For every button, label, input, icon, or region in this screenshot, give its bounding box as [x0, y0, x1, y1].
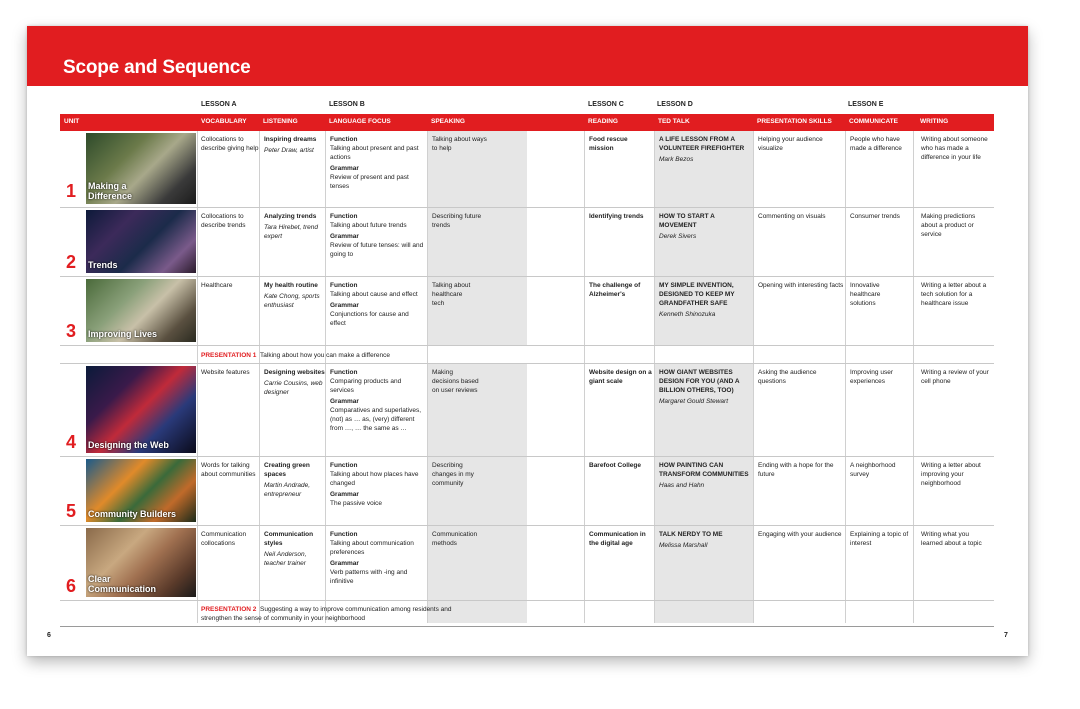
presentation-skills-cell: Helping your audience visualize: [758, 136, 823, 152]
function-text: Talking about communication preferences: [330, 540, 414, 556]
function-text: Talking about future trends: [330, 222, 407, 229]
listening-cell: [264, 368, 326, 397]
function-text: Comparing products and services: [330, 378, 402, 394]
reading-cell: Food rescue mission: [589, 136, 628, 152]
listening-cell: [264, 281, 326, 310]
ted-talk-cell: [659, 368, 753, 406]
presentation-1-text: Talking about how you can make a difference: [260, 352, 390, 359]
grammar-text: Comparatives and superlatives, (not) as … as, (very) different from …, … the same as …: [330, 407, 422, 432]
listening-title: Inspiring dreams: [264, 136, 317, 143]
writing-cell: Writing a letter about improving your neighborhood: [921, 462, 981, 487]
grammar-label: Grammar: [330, 491, 359, 498]
grammar-text: Verb patterns with -ing and infinitive: [330, 569, 408, 585]
unit-name: Community Builders: [88, 509, 177, 519]
col-header-presentation-skills: PRESENTATION SKILLS: [757, 118, 832, 125]
presentation-2-text: Suggesting a way to improve communication among residents and strengthen the sense of community in your neighborhood: [201, 606, 452, 622]
col-header-reading: READING: [588, 118, 618, 125]
presentation-1-note: [201, 351, 390, 360]
listening-person: Neil Anderson, teacher trainer: [264, 551, 307, 567]
unit-name: Trends: [88, 260, 118, 270]
table-row: [60, 208, 994, 277]
presentation-skills-cell: Asking the audience questions: [758, 369, 817, 385]
table-row: [60, 277, 994, 346]
unit-name: Improving Lives: [88, 329, 158, 339]
col-header-communicate: COMMUNICATE: [849, 118, 898, 125]
ted-talk-speaker: Margaret Gould Stewart: [659, 398, 729, 405]
table-row: [60, 364, 994, 457]
listening-title: Creating green spaces: [264, 462, 310, 478]
communicate-cell: Innovative healthcare solutions: [850, 282, 881, 307]
communicate-cell: Explaining a topic of interest: [850, 531, 909, 547]
listening-person: Kate Chong, sports enthusiast: [264, 293, 320, 309]
listening-cell: [264, 135, 326, 155]
title-banner: [27, 26, 1028, 86]
unit-number: 3: [66, 321, 77, 341]
unit-photo: [86, 366, 196, 453]
speaking-cell: Talking about ways to help: [432, 136, 487, 152]
ted-talk-speaker: Derek Sivers: [659, 233, 697, 240]
unit-name: Making a Difference: [88, 181, 133, 201]
grammar-text: Review of future tenses: will and going to: [330, 242, 424, 258]
vocabulary-cell: Collocations to describe trends: [201, 213, 246, 229]
lesson-label: LESSON D: [657, 101, 693, 108]
listening-person: Martin Andrade, entrepreneur: [264, 482, 311, 498]
ted-talk-cell: [659, 530, 753, 550]
speaking-cell: Communication methods: [432, 531, 478, 547]
lesson-label: LESSON C: [588, 101, 624, 108]
col-header-unit: UNIT: [64, 118, 80, 125]
speaking-cell: Describing changes in my community: [432, 462, 474, 487]
speaking-cell: Making decisions based on user reviews: [432, 369, 479, 394]
language-focus-cell: [330, 212, 426, 259]
speaking-cell: Describing future trends: [432, 213, 482, 229]
presentation-2-note: [201, 605, 461, 623]
column-header-bar: [60, 114, 994, 131]
ted-talk-title: A LIFE LESSON FROM A VOLUNTEER FIREFIGHTER: [659, 136, 745, 152]
function-label: Function: [330, 213, 358, 220]
vocabulary-cell: Healthcare: [201, 282, 233, 289]
ted-talk-cell: [659, 135, 753, 164]
communicate-cell: A neighborhood survey: [850, 462, 896, 478]
unit-photo: [86, 133, 196, 204]
listening-cell: [264, 461, 326, 499]
ted-talk-speaker: Haas and Hahn: [659, 482, 705, 489]
writing-cell: Writing what you learned about a topic: [921, 531, 982, 547]
ted-talk-cell: [659, 461, 753, 490]
unit-photo: [86, 279, 196, 342]
ted-talk-title: HOW GIANT WEBSITES DESIGN FOR YOU (AND A BILLION OTHERS, TOO): [659, 369, 740, 394]
unit-name: Designing the Web: [88, 440, 169, 450]
ted-talk-speaker: Mark Bezos: [659, 156, 694, 163]
lesson-label: LESSON E: [848, 101, 884, 108]
grammar-text: Conjunctions for cause and effect: [330, 311, 409, 327]
function-text: Talking about cause and effect: [330, 291, 418, 298]
listening-title: Analyzing trends: [264, 213, 317, 220]
speaking-cell: Talking about healthcare tech: [432, 282, 471, 307]
grammar-label: Grammar: [330, 165, 359, 172]
col-header-speaking: SPEAKING: [431, 118, 465, 125]
unit-photo: [86, 210, 196, 273]
writing-cell: Making predictions about a product or service: [921, 213, 976, 238]
function-label: Function: [330, 369, 358, 376]
presentation-skills-cell: Commenting on visuals: [758, 213, 826, 220]
ted-talk-title: MY SIMPLE INVENTION, DESIGNED TO KEEP MY GRANDFATHER SAFE: [659, 282, 735, 307]
ted-talk-title: TALK NERDY TO ME: [659, 531, 723, 538]
lesson-labels: [27, 99, 1028, 111]
grammar-label: Grammar: [330, 302, 359, 309]
function-label: Function: [330, 462, 358, 469]
col-header-language-focus: LANGUAGE FOCUS: [329, 118, 391, 125]
col-header-ted-talk: TED TALK: [658, 118, 690, 125]
presentation-skills-cell: Engaging with your audience: [758, 531, 842, 538]
function-label: Function: [330, 531, 358, 538]
listening-person: Peter Draw, artist: [264, 147, 314, 154]
divider: [60, 626, 994, 627]
function-text: Talking about present and past actions: [330, 145, 419, 161]
lesson-label: LESSON A: [201, 101, 237, 108]
communicate-cell: Consumer trends: [850, 213, 900, 220]
ted-talk-title: HOW TO START A MOVEMENT: [659, 213, 715, 229]
function-label: Function: [330, 136, 358, 143]
vocabulary-cell: Website features: [201, 369, 250, 376]
writing-cell: Writing a review of your cell phone: [921, 369, 989, 385]
table-row: [60, 526, 994, 601]
grammar-label: Grammar: [330, 233, 359, 240]
lesson-label: LESSON B: [329, 101, 365, 108]
listening-cell: [264, 212, 326, 241]
reading-cell: Barefoot College: [589, 462, 642, 469]
table-row: [60, 457, 994, 526]
unit-number: 5: [66, 501, 77, 521]
vocabulary-cell: Communication collocations: [201, 531, 247, 547]
function-label: Function: [330, 282, 358, 289]
language-focus-cell: [330, 530, 426, 586]
reading-cell: Identifying trends: [589, 213, 644, 220]
unit-number: 1: [66, 181, 77, 201]
grammar-label: Grammar: [330, 560, 359, 567]
ted-talk-speaker: Melissa Marshall: [659, 542, 708, 549]
reading-cell: The challenge of Alzheimer's: [589, 282, 641, 298]
scope-sequence-page: [27, 26, 1028, 656]
unit-name: Clear Communication: [88, 574, 157, 594]
unit-number: 2: [66, 252, 77, 272]
listening-title: Communication styles: [264, 531, 314, 547]
function-text: Talking about how places have changed: [330, 471, 419, 487]
page-title: Scope and Sequence: [63, 57, 251, 78]
vocabulary-cell: Words for talking about communities: [201, 462, 256, 478]
col-header-listening: LISTENING: [263, 118, 298, 125]
vocabulary-cell: Collocations to describe giving help: [201, 136, 259, 152]
ted-talk-cell: [659, 281, 753, 319]
ted-talk-speaker: Kenneth Shinozuka: [659, 311, 716, 318]
grammar-text: Review of present and past tenses: [330, 174, 409, 190]
communicate-cell: Improving user experiences: [850, 369, 893, 385]
language-focus-cell: [330, 281, 426, 328]
presentation-skills-cell: Opening with interesting facts: [758, 282, 844, 289]
unit-number: 4: [66, 432, 77, 452]
table-row: [60, 131, 994, 208]
page-number-right: 7: [1004, 632, 1008, 639]
language-focus-cell: [330, 461, 426, 508]
page-number-left: 6: [47, 632, 51, 639]
reading-cell: Website design on a giant scale: [589, 369, 652, 385]
presentation-skills-cell: Ending with a hope for the future: [758, 462, 834, 478]
col-header-writing: WRITING: [920, 118, 949, 125]
language-focus-cell: [330, 135, 426, 191]
ted-talk-title: HOW PAINTING CAN TRANSFORM COMMUNITIES: [659, 462, 749, 478]
listening-cell: [264, 530, 326, 568]
ted-talk-cell: [659, 212, 753, 241]
presentation-1-label: PRESENTATION 1: [201, 352, 257, 359]
unit-photo: [86, 528, 196, 597]
grammar-label: Grammar: [330, 398, 359, 405]
listening-person: Carrie Cousins, web designer: [264, 380, 323, 396]
unit-photo: [86, 459, 196, 522]
listening-title: Designing websites: [264, 369, 325, 376]
grammar-text: The passive voice: [330, 500, 383, 507]
listening-person: Tara Hirebet, trend expert: [264, 224, 318, 240]
language-focus-cell: [330, 368, 426, 433]
unit-number: 6: [66, 576, 77, 596]
listening-title: My health routine: [264, 282, 318, 289]
col-header-vocabulary: VOCABULARY: [201, 118, 247, 125]
presentation-2-label: PRESENTATION 2: [201, 606, 257, 613]
communicate-cell: People who have made a difference: [850, 136, 902, 152]
writing-cell: Writing about someone who has made a difference in your life: [921, 136, 988, 161]
reading-cell: Communication in the digital age: [589, 531, 646, 547]
writing-cell: Writing a letter about a tech solution for a healthcare issue: [921, 282, 987, 307]
